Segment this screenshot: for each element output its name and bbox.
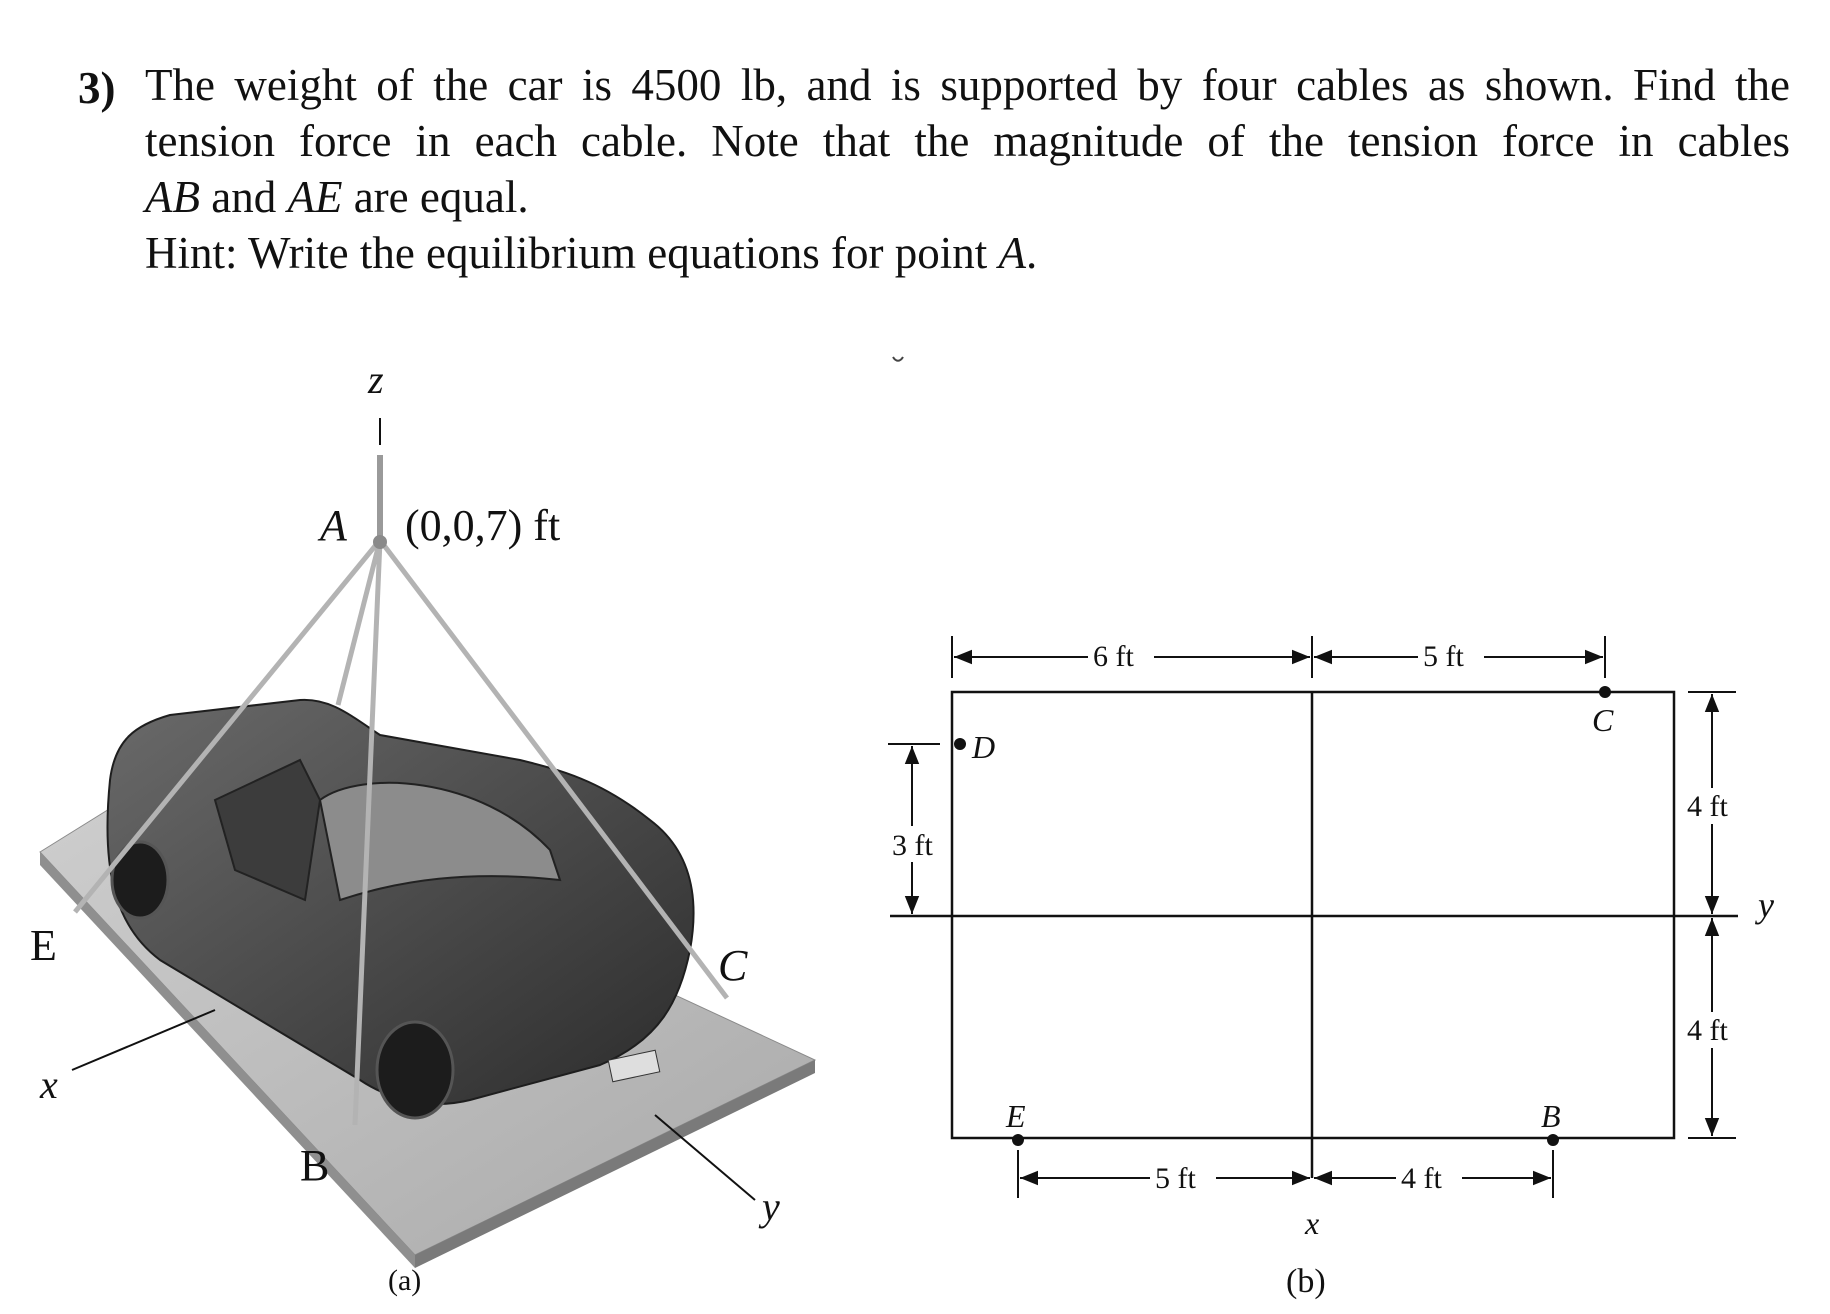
stray-mark <box>893 357 903 361</box>
problem-number: 3) <box>78 63 116 113</box>
caption-a: (a) <box>388 1264 422 1297</box>
point-e-label-b: E <box>1006 1098 1026 1134</box>
dim-top-right-label: 5 ft <box>1423 640 1464 673</box>
dim-right-top-label: 4 ft <box>1687 790 1728 823</box>
point-e-label: E <box>30 921 57 970</box>
point-b-dot <box>1547 1134 1559 1146</box>
figure-b <box>888 357 1774 1300</box>
point-c-dot <box>1599 686 1611 698</box>
cable-ab-label: AB <box>145 172 200 222</box>
problem-line-2: tension force in each cable. Note that the magnitude of the tension force in cables <box>145 116 1790 166</box>
problem-line-1: The weight of the car is 4500 lb, and is supported by four cables as shown. Find the <box>145 60 1790 110</box>
hint-point: A <box>998 228 1026 278</box>
problem-line-3-and: and <box>199 172 288 222</box>
z-axis-label: z <box>368 357 384 402</box>
point-b-label-b: B <box>1541 1098 1561 1134</box>
y-axis-line <box>655 1115 755 1200</box>
dim-bottom-left-label: 5 ft <box>1155 1162 1196 1195</box>
dim-bottom-right-label: 4 ft <box>1401 1162 1442 1195</box>
point-c-label: C <box>718 941 748 990</box>
point-b-label: B <box>300 1141 330 1190</box>
point-e-dot <box>1012 1134 1024 1146</box>
figure-a <box>30 357 815 1297</box>
point-a-ring <box>373 535 387 549</box>
x-axis-line <box>72 1010 215 1070</box>
cable-ae-label: AE <box>287 172 343 222</box>
dim-top-left-label: 6 ft <box>1093 640 1134 673</box>
dim-left-label: 3 ft <box>892 829 933 862</box>
hint-suffix: . <box>1025 228 1038 278</box>
point-d-dot <box>954 738 966 750</box>
caption-b: (b) <box>1286 1263 1326 1300</box>
hint-prefix: Hint: Write the equilibrium equations for point <box>145 228 999 278</box>
x-axis-label: x <box>40 1062 58 1107</box>
point-d-label: D <box>972 729 996 765</box>
y-axis-label: y <box>762 1184 780 1229</box>
x-axis-label-b: x <box>1305 1205 1320 1241</box>
point-a-label: A <box>320 501 347 550</box>
y-axis-label-b: y <box>1758 885 1774 925</box>
car-wheel-front <box>377 1022 453 1118</box>
point-a-coords: (0,0,7) ft <box>405 501 561 550</box>
dim-right-bottom-label: 4 ft <box>1687 1014 1728 1047</box>
point-c-label-b: C <box>1592 702 1614 738</box>
problem-line-3-rest: are equal. <box>342 172 529 222</box>
